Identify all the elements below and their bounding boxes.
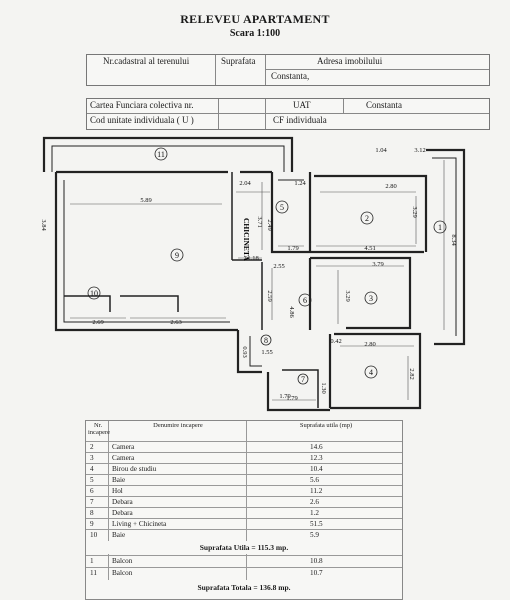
address-value: Constanta, — [271, 71, 310, 81]
room-number: 7 — [301, 375, 305, 384]
dimension-label: 2.55 — [273, 263, 285, 270]
dimension-label: 2.59 — [266, 290, 273, 302]
col-area-header: Suprafata utila (mp) — [299, 422, 353, 429]
dimension-label: 1.04 — [375, 147, 387, 154]
dimension-label: 4.51 — [364, 245, 376, 252]
room-number: 5 — [280, 203, 284, 212]
page-title: RELEVEU APARTAMENT — [180, 12, 330, 26]
row-number: 9 — [90, 520, 94, 528]
grand-total: Suprafata Totala = 136.8 mp. — [197, 583, 291, 592]
row-number: 10 — [90, 531, 98, 539]
room-area: 11.2 — [310, 487, 323, 495]
room-name: Debara — [112, 498, 133, 506]
row-number: 5 — [90, 476, 94, 484]
room-area: 2.6 — [310, 498, 319, 506]
dimension-label: 2.80 — [364, 341, 376, 348]
room-number: 2 — [365, 214, 369, 223]
dimension-label: 0.93 — [241, 346, 248, 358]
room-number: 1 — [438, 223, 442, 232]
area-label: Suprafata — [221, 56, 256, 66]
dimension-label: 1.79 — [286, 395, 298, 402]
row-number: 6 — [90, 487, 94, 495]
dimension-label: 1.55 — [261, 349, 273, 356]
table-row — [86, 567, 402, 579]
dimension-label: 1.24 — [294, 180, 306, 187]
room-number: 9 — [175, 251, 179, 260]
useful-total: Suprafata Utila = 115.3 mp. — [199, 543, 289, 552]
dimension-label: 5.89 — [140, 197, 152, 204]
dimension-label: 3.29 — [411, 206, 418, 218]
room-name: Baie — [112, 476, 126, 484]
area-table — [85, 420, 403, 600]
row-number: 3 — [90, 454, 94, 462]
room-area: 12.3 — [310, 454, 323, 462]
room-number: 11 — [157, 150, 165, 159]
room-name: Debara — [112, 509, 133, 517]
room-name: Balcon — [112, 569, 133, 577]
room-name: Living + Chicineta — [112, 520, 167, 528]
dimension-label: 3.29 — [344, 290, 351, 302]
room-name: Balcon — [112, 557, 133, 565]
dimension-label: 3.71 — [256, 216, 263, 228]
row-number: 8 — [90, 509, 94, 517]
dimension-label: 3.79 — [372, 261, 384, 268]
table-row — [86, 555, 402, 567]
room-number: 8 — [264, 336, 268, 345]
scale-label: Scara 1:100 — [229, 28, 281, 39]
dimension-label: 1.30 — [320, 382, 327, 394]
room-name: Birou de studiu — [112, 465, 157, 473]
room-name: Camera — [112, 443, 135, 451]
dimension-label: 1.18 — [247, 255, 259, 262]
dimension-label: 3.84 — [40, 219, 47, 231]
row-number: 7 — [90, 498, 94, 506]
uat-value: Constanta — [366, 100, 402, 110]
room-area: 10.7 — [310, 569, 323, 577]
cf-individual-label: CF individuala — [273, 115, 327, 125]
address-label: Adresa imobilului — [317, 56, 383, 66]
dimension-label: 2.04 — [239, 180, 251, 187]
dimension-label: 2.49 — [266, 219, 273, 231]
row-number: 2 — [90, 443, 94, 451]
dimension-label: 2.69 — [92, 319, 104, 326]
room-area: 1.2 — [310, 509, 319, 517]
room-area: 5.9 — [310, 531, 319, 539]
kitchenette-label: CHICINETA — [242, 218, 251, 261]
room-number: 10 — [90, 289, 98, 298]
unit-label: Cod unitate individuala ( U ) — [90, 115, 194, 125]
dimension-label: 2.63 — [170, 319, 182, 326]
row-number: 11 — [90, 569, 97, 577]
col-name-header: Denumire incapere — [153, 422, 203, 429]
dimension-label: 4.86 — [288, 306, 295, 318]
room-area: 10.4 — [310, 465, 323, 473]
dimension-label: 1.79 — [287, 245, 299, 252]
dimension-label: 0.42 — [330, 338, 342, 345]
uat-label: UAT — [293, 100, 311, 110]
dimension-label: 2.80 — [385, 183, 397, 190]
balcony-11-outline — [44, 138, 292, 172]
room-name: Camera — [112, 454, 135, 462]
dimension-label: 2.82 — [408, 368, 415, 380]
room-area: 51.5 — [310, 520, 323, 528]
dimension-label: 3.12 — [414, 147, 426, 154]
row-number: 4 — [90, 465, 94, 473]
dimension-label: 8.34 — [450, 234, 457, 246]
room-number: 6 — [303, 296, 307, 305]
row-number: 1 — [90, 557, 94, 565]
room-number: 4 — [369, 368, 373, 377]
dimension-label: 1.79 — [279, 393, 291, 400]
room-area: 5.6 — [310, 476, 319, 484]
room-area: 14.6 — [310, 443, 323, 451]
table-row — [86, 529, 402, 541]
room-number: 3 — [369, 294, 373, 303]
cf-label: Cartea Funciara colectiva nr. — [90, 100, 194, 110]
cadastral-label: Nr.cadastral al terenului — [103, 56, 190, 66]
room-area: 10.8 — [310, 557, 323, 565]
room-name: Baie — [112, 531, 126, 539]
room-name: Hol — [112, 487, 123, 495]
col-nr-header: Nr. incapere — [88, 422, 111, 436]
